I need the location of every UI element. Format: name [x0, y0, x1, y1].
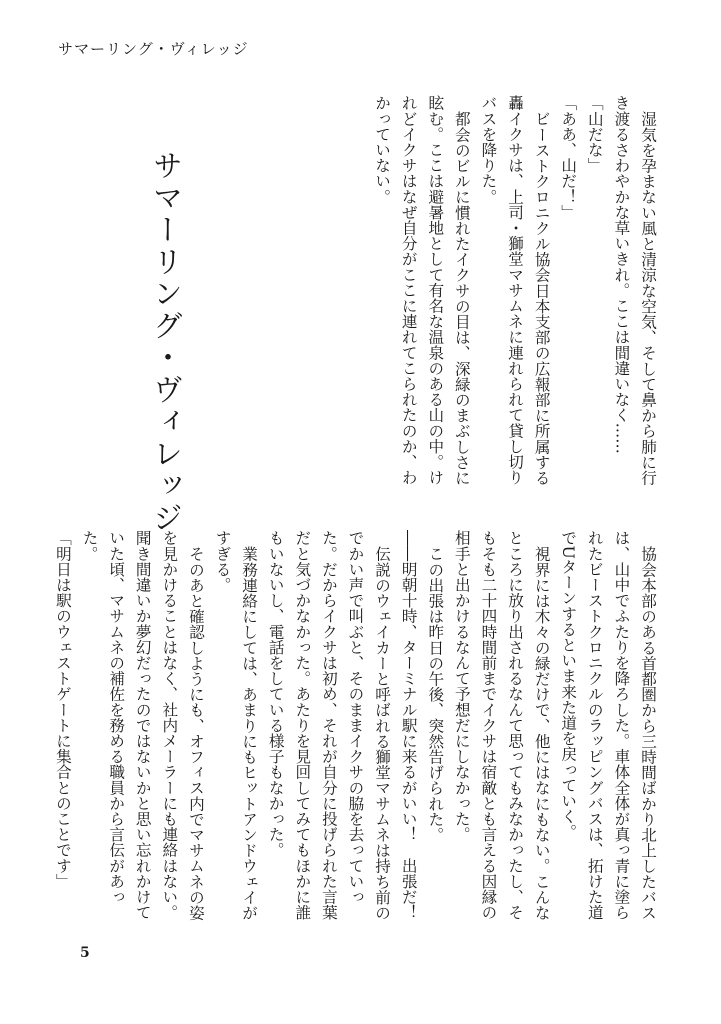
paragraph: 協会本部のある首都圏から三時間ばかり北上したバスは、山中でふたりを降ろした。車体全体が真っ青に塗られたビーストクロニクルのラッピングバスは、拓けた道でUターンするといま来た道を戻っていく。	[559, 530, 657, 920]
paragraph: そのあと確認しようにも、オフィス内でマサムネの姿を見かけることはなく、社内メーラーにも連絡はない。聞き間違いか夢幻だったのではないかと思い忘れかけていた頃、マサムネの補佐を務める職員から言伝があった。	[80, 530, 205, 920]
paragraph: 湿気を孕まない風と清涼な空気、そして鼻から肺に行き渡るさわやかな草いきれ。ここは間違いなく……	[612, 95, 657, 485]
paragraph: ビーストクロニクル協会日本支部の広報部に所属する轟イクサは、上司・獅堂マサムネに連れられて貸し切りバスを降りた。	[479, 95, 551, 485]
paragraph: 業務連絡にしては、あまりにもヒットアンドウェイがすぎる。	[213, 530, 259, 920]
paragraph: この出張は昨日の午後、突然告げられた。	[426, 545, 445, 842]
chapter-title: サマーリング・ヴィレッジ	[147, 150, 182, 534]
running-header: サマーリング・ヴィレッジ	[58, 40, 249, 58]
dialogue-line: 「明日は駅のウェストゲートに集合とのことです」	[53, 530, 72, 889]
paragraph: 都会のビルに慣れたイクサの目は、深緑のまぶしさに眩む。ここは避暑地として有名な温泉のある山の中。けれどイクサはなぜ自分がここに連れてこられたのか、わかっていない。	[373, 95, 471, 485]
text-block-top	[374, 95, 661, 495]
paragraph: 伝説のウェイカーと呼ばれる獅堂マサムネは持ち前のでかい声で叫ぶと、そのままイクサの脇を去っていった。だからイクサは初め、それが自分に投げられた言葉だと気づかなかった。あたりを見回してみてもほかに誰もいないし、電話をしている様子もなかった。	[266, 530, 392, 920]
dialogue-line: 「ああ、山だ！」	[559, 95, 578, 220]
page-number: 5	[80, 945, 90, 961]
dialogue-line: 「山だな」	[585, 95, 604, 173]
quoted-line: ――明朝十時、ターミナル駅に来るがいい！ 出張だ！	[399, 530, 418, 920]
text-block-bottom	[53, 530, 661, 930]
paragraph: 視界には木々の緑だけで、他にはなにもない。こんなところに放り出されるなんて思ってもみなかったし、そもそも二十四時間前までイクサは宿敵とも言える因縁の相手と出かけるなんて予想だにしなかった。	[452, 530, 551, 920]
